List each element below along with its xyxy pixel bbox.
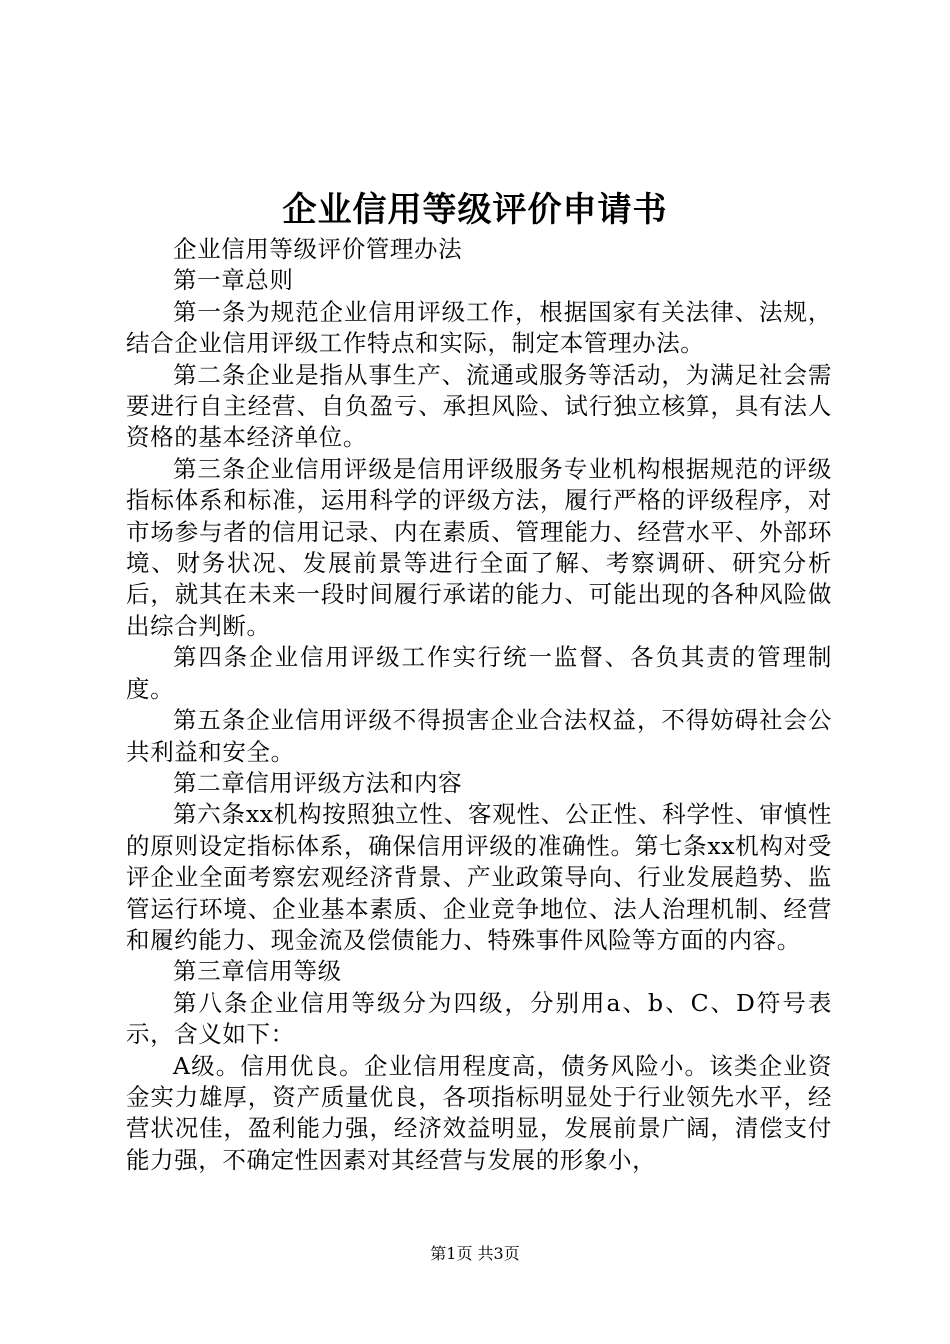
paragraph: 第六条xx机构按照独立性、客观性、公正性、科学性、审慎性的原则设定指标体系，确保信用评级的准确性。第七条xx机构对受评企业全面考察宏观经济背景、产业政策导向、行业发展趋势、监管运行环境、企业基本素质、企业竞争地位、法人治理机制、经营和履约能力、现金流及偿债能力、特殊事件风险等方面的内容。 — [126, 800, 832, 954]
paragraph: 第二条企业是指从事生产、流通或服务等活动，为满足社会需要进行自主经营、自负盈亏、承担风险、试行独立核算，具有法人资格的基本经济单位。 — [126, 360, 832, 452]
paragraph: 第八条企业信用等级分为四级，分别用a、b、C、D符号表示，含义如下： — [126, 988, 832, 1049]
paragraph: 第三章信用等级 — [173, 957, 342, 986]
paragraph: 第五条企业信用评级不得损害企业合法权益，不得妨碍社会公共利益和安全。 — [126, 706, 832, 766]
paragraph: 第一章总则 — [173, 266, 294, 295]
paragraph: 第四条企业信用评级工作实行统一监督、各负其责的管理制度。 — [126, 643, 832, 703]
document-title: 企业信用等级评价申请书 — [282, 190, 668, 230]
paragraph: 第二章信用评级方法和内容 — [173, 768, 463, 797]
paragraph: A级。信用优良。企业信用程度高，债务风险小。该类企业资金实力雄厚，资产质量优良，各项指标明显处于行业领先水平，经营状况佳，盈利能力强，经济效益明显，发展前景广阔，清偿支付能力强，不确定性因素对其经营与发展的形象小， — [126, 1051, 832, 1174]
page-footer: 第1页 共3页 — [430, 1244, 520, 1263]
document-body — [126, 234, 832, 1176]
paragraph: 第一条为规范企业信用评级工作，根据国家有关法律、法规，结合企业信用评级工作特点和实际，制定本管理办法。 — [126, 297, 832, 358]
paragraph: 企业信用等级评价管理办法 — [173, 235, 463, 263]
paragraph: 第三条企业信用评级是信用评级服务专业机构根据规范的评级指标体系和标准，运用科学的评级方法，履行严格的评级程序，对市场参与者的信用记录、内在素质、管理能力、经营水平、外部环境、财务状况、发展前景等进行全面了解、考察调研、研究分析后，就其在未来一段时间履行承诺的能力、可能出现的各种风险做出综合判断。 — [126, 454, 832, 640]
